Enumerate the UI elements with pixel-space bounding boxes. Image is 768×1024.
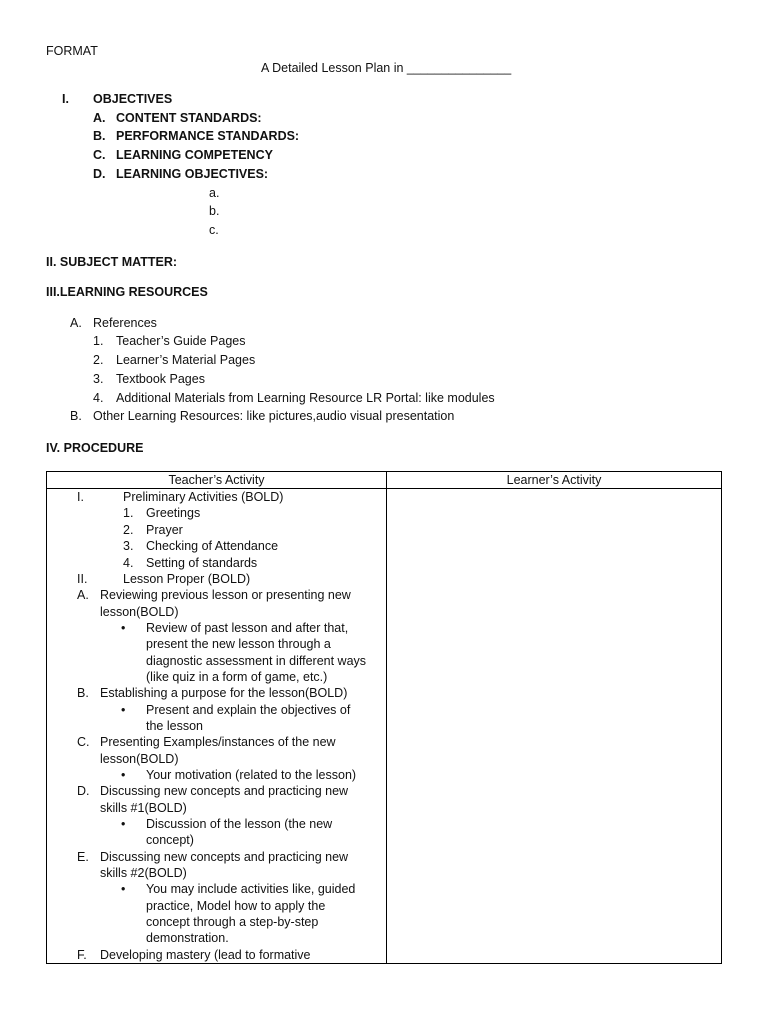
objective-sub-letter: c. — [209, 223, 219, 237]
lesson-proper-numeral: II. — [77, 572, 88, 586]
document-title: A Detailed Lesson Plan in _______________ — [261, 61, 512, 75]
objective-letter: A. — [93, 111, 106, 125]
reference-number: 4. — [93, 391, 104, 405]
bullet-text: (like quiz in a form of game, etc.) — [146, 670, 328, 684]
bullet-icon: • — [121, 882, 126, 896]
bullet-text: demonstration. — [146, 931, 229, 945]
step-title: skills #1(BOLD) — [100, 801, 187, 815]
preliminary-item-attendance: Checking of Attendance — [146, 539, 279, 553]
preliminary-activities: Preliminary Activities (BOLD) — [123, 490, 284, 504]
bullet-text: practice, Model how to apply the — [146, 899, 326, 913]
bullet-text: Your motivation (related to the lesson) — [146, 768, 357, 782]
learner-activity-header: Learner’s Activity — [387, 472, 722, 489]
references-label: References — [93, 316, 157, 330]
preliminary-number: 4. — [123, 556, 134, 570]
step-title: Discussing new concepts and practicing new — [100, 850, 349, 864]
procedure-table — [46, 471, 722, 964]
performance-standards: PERFORMANCE STANDARDS: — [116, 129, 300, 143]
learner-activity-cell — [387, 489, 722, 964]
step-title: Reviewing previous lesson or presenting new — [100, 588, 351, 602]
step-letter: C. — [77, 735, 90, 749]
step-title: Developing mastery (lead to formative — [100, 948, 311, 962]
procedure-heading: IV. PROCEDURE — [46, 441, 144, 455]
objective-letter: D. — [93, 167, 106, 181]
reference-number: 2. — [93, 353, 104, 367]
step-title: lesson(BOLD) — [100, 752, 179, 766]
objectives-numeral: I. — [62, 92, 69, 106]
objective-letter: C. — [93, 148, 106, 162]
bullet-text: Review of past lesson and after that, — [146, 621, 349, 635]
bullet-text: diagnostic assessment in different ways — [146, 654, 367, 668]
bullet-text: Present and explain the objectives of — [146, 703, 351, 717]
reference-item: Teacher’s Guide Pages — [116, 334, 246, 348]
bullet-text: present the new lesson through a — [146, 637, 331, 651]
lesson-proper: Lesson Proper (BOLD) — [123, 572, 251, 586]
step-title: lesson(BOLD) — [100, 605, 179, 619]
learning-objectives: LEARNING OBJECTIVES: — [116, 167, 269, 181]
preliminary-item-prayer: Prayer — [146, 523, 183, 537]
step-title: Discussing new concepts and practicing new — [100, 784, 349, 798]
step-letter: B. — [77, 686, 89, 700]
step-letter: A. — [77, 588, 89, 602]
bullet-icon: • — [121, 768, 126, 782]
reference-item: Additional Materials from Learning Resource LR Portal: like modules — [116, 391, 495, 405]
step-title: Presenting Examples/instances of the new — [100, 735, 336, 749]
bullet-text: concept) — [146, 833, 194, 847]
format-label: FORMAT — [46, 44, 98, 58]
preliminary-numeral: I. — [77, 490, 84, 504]
content-standards: CONTENT STANDARDS: — [116, 111, 262, 125]
bullet-text: You may include activities like, guided — [146, 882, 356, 896]
objective-letter: B. — [93, 129, 106, 143]
preliminary-item-greetings: Greetings — [146, 506, 201, 520]
bullet-text: the lesson — [146, 719, 203, 733]
reference-number: 1. — [93, 334, 104, 348]
teacher-activity-header: Teacher’s Activity — [47, 472, 387, 489]
step-title: skills #2(BOLD) — [100, 866, 187, 880]
other-resources-letter: B. — [70, 409, 82, 423]
bullet-icon: • — [121, 621, 126, 635]
subject-matter-heading: II. SUBJECT MATTER: — [46, 255, 178, 269]
step-title: Establishing a purpose for the lesson(BOLD) — [100, 686, 348, 700]
other-resources-label: Other Learning Resources: like pictures,audio visual presentation — [93, 409, 455, 423]
objective-sub-letter: b. — [209, 204, 220, 218]
bullet-text: Discussion of the lesson (the new — [146, 817, 333, 831]
references-letter: A. — [70, 316, 82, 330]
teacher-activity-cell — [47, 489, 387, 964]
preliminary-number: 3. — [123, 539, 134, 553]
reference-item: Textbook Pages — [116, 372, 205, 386]
learning-resources-heading: III.LEARNING RESOURCES — [46, 285, 208, 299]
step-letter: E. — [77, 850, 89, 864]
bullet-text: concept through a step-by-step — [146, 915, 319, 929]
step-letter: F. — [77, 948, 87, 962]
reference-number: 3. — [93, 372, 104, 386]
step-letter: D. — [77, 784, 90, 798]
reference-item: Learner’s Material Pages — [116, 353, 256, 367]
bullet-icon: • — [121, 703, 126, 717]
learning-competency: LEARNING COMPETENCY — [116, 148, 273, 162]
objectives-heading: OBJECTIVES — [93, 92, 173, 106]
bullet-icon: • — [121, 817, 126, 831]
preliminary-number: 2. — [123, 523, 134, 537]
preliminary-number: 1. — [123, 506, 134, 520]
preliminary-item-standards: Setting of standards — [146, 556, 258, 570]
objective-sub-letter: a. — [209, 186, 220, 200]
